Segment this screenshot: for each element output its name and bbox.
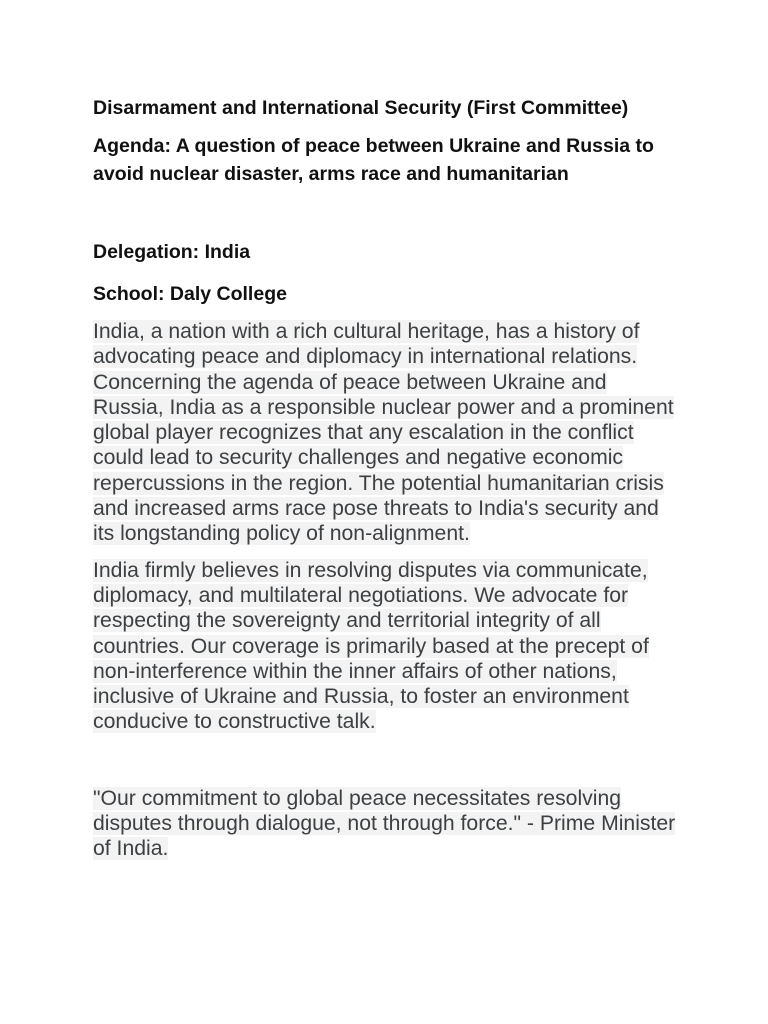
paragraph-quote	[93, 786, 683, 862]
agenda-heading: Agenda: A question of peace between Ukraine and Russia to avoid nuclear disaster, arms race and humanitarian	[93, 135, 654, 185]
paragraph-intro-text: India, a nation with a rich cultural heritage, has a history of advocating peace and diplomacy in international relations. Concerning the agenda of peace between Ukraine and Russia, India as a responsible nuclear power and a prominent global player recognizes that any escalation in the conflict could lead to security challenges and negative economic repercussions in the region. The potential humanitarian crisis and increased arms race pose threats to India's security and its longstanding policy of non-alignment.	[93, 320, 674, 546]
document-body	[93, 94, 683, 862]
paragraph-position	[93, 558, 683, 735]
paragraph-quote-text: "Our commitment to global peace necessitates resolving disputes through dialogue, not through force." - Prime Minister of India.	[93, 786, 676, 861]
delegation-heading: Delegation: India	[93, 241, 251, 263]
paragraph-intro	[93, 319, 683, 547]
paragraph-position-text: India firmly believes in resolving disputes via communicate, diplomacy, and multilateral negotiations. We advocate for respecting the sovereignty and territorial integrity of all countries. Our coverage is primarily based at the precept of non-interference within the inner affairs of other nations, inclusive of Ukraine and Russia, to foster an environment conducive to constructive talk.	[93, 558, 649, 734]
school-heading: School: Daly College	[93, 283, 287, 305]
committee-heading: Disarmament and International Security (First Committee)	[93, 97, 629, 119]
